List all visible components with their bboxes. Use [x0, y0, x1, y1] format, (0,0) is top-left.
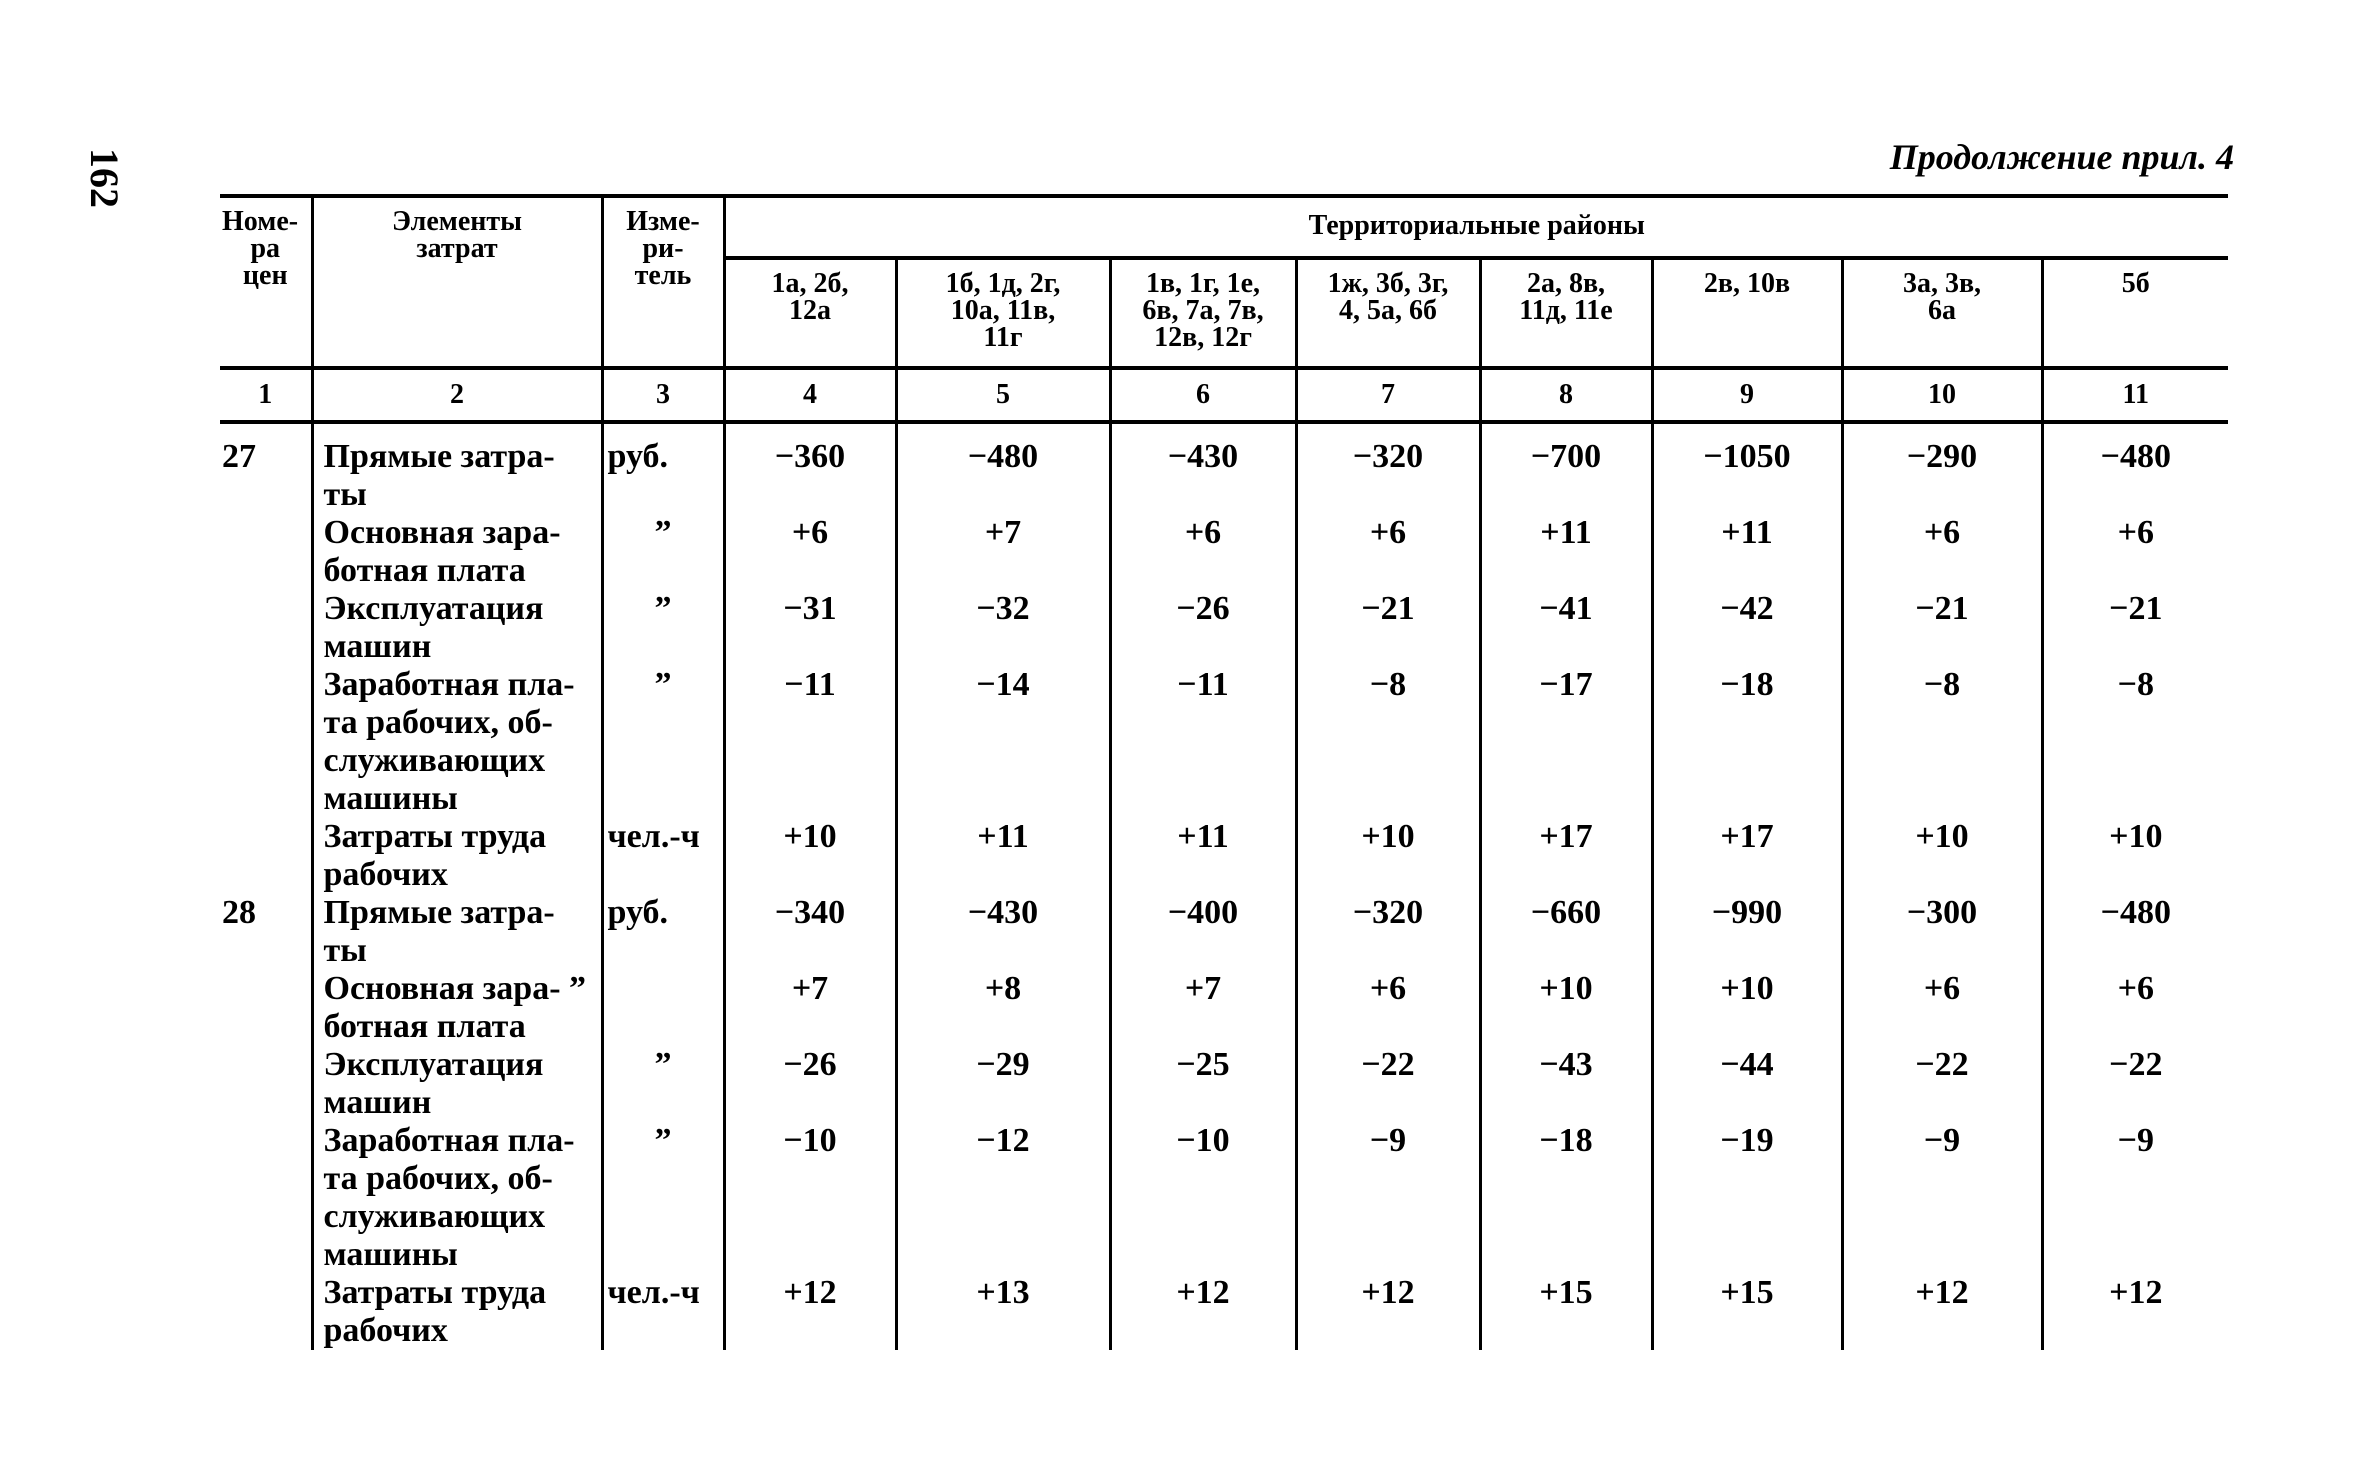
region-value-3: −25: [1110, 1046, 1296, 1122]
cost-element: Основная зара- ” ботная плата: [312, 970, 602, 1046]
table-row: [220, 894, 2228, 970]
table-row: [220, 1274, 2228, 1350]
region-value-4: −9: [1296, 1122, 1480, 1274]
region-value-2: −430: [896, 894, 1110, 970]
region-value-5: −660: [1480, 894, 1652, 970]
region-value-1: −340: [724, 894, 896, 970]
region-value-3: −430: [1110, 422, 1296, 514]
region-value-8: −480: [2042, 422, 2228, 514]
price-number: 27: [222, 438, 256, 475]
header-region-2: 1б, 1д, 2г, 10а, 11в, 11г: [896, 258, 1110, 368]
region-value-3: +6: [1110, 514, 1296, 590]
price-number: [220, 514, 312, 590]
cost-element: Эксплуатация машин: [312, 1046, 602, 1122]
header-region-3: 1в, 1г, 1е, 6в, 7а, 7в, 12в, 12г: [1110, 258, 1296, 368]
column-number-3: 3: [602, 368, 724, 422]
header-region-1: 1а, 2б, 12а: [724, 258, 896, 368]
unit: руб.: [602, 422, 724, 514]
region-value-8: −480: [2042, 894, 2228, 970]
region-value-2: +11: [896, 818, 1110, 894]
price-number: [220, 590, 312, 666]
region-value-3: +7: [1110, 970, 1296, 1046]
region-value-8: +6: [2042, 970, 2228, 1046]
region-value-8: −8: [2042, 666, 2228, 818]
table-row: [220, 970, 2228, 1046]
region-value-2: +13: [896, 1274, 1110, 1350]
region-value-2: −29: [896, 1046, 1110, 1122]
region-value-3: −400: [1110, 894, 1296, 970]
header-region-6: 2в, 10в: [1652, 258, 1842, 368]
table-row: [220, 590, 2228, 666]
region-value-6: −1050: [1652, 422, 1842, 514]
header-cost-elements: Элементы затрат: [312, 196, 602, 368]
unit: ”: [602, 514, 724, 590]
column-number-6: 6: [1110, 368, 1296, 422]
cost-element: Затраты труда рабочих: [312, 1274, 602, 1350]
region-value-6: +17: [1652, 818, 1842, 894]
cost-element: Прямые затра- ты: [312, 894, 602, 970]
column-number-8: 8: [1480, 368, 1652, 422]
header-region-5: 2а, 8в, 11д, 11е: [1480, 258, 1652, 368]
region-value-4: −21: [1296, 590, 1480, 666]
region-value-6: −42: [1652, 590, 1842, 666]
region-value-8: +6: [2042, 514, 2228, 590]
table-row: [220, 1122, 2228, 1274]
region-value-2: −12: [896, 1122, 1110, 1274]
region-value-7: −22: [1842, 1046, 2042, 1122]
region-value-2: −14: [896, 666, 1110, 818]
region-value-5: +10: [1480, 970, 1652, 1046]
unit: ”: [602, 666, 724, 818]
price-number: 28: [222, 894, 256, 931]
price-number: [220, 1122, 312, 1274]
price-number: [220, 1046, 312, 1122]
unit: ”: [602, 590, 724, 666]
region-value-6: +15: [1652, 1274, 1842, 1350]
region-value-6: −18: [1652, 666, 1842, 818]
region-value-3: +11: [1110, 818, 1296, 894]
header-territorial-regions: Территориальные районы: [724, 196, 2228, 258]
header-price-number: Номе- ра цен: [220, 196, 312, 368]
region-value-4: +6: [1296, 514, 1480, 590]
column-number-9: 9: [1652, 368, 1842, 422]
unit: чел.-ч: [602, 1274, 724, 1350]
header-region-4: 1ж, 3б, 3г, 4, 5а, 6б: [1296, 258, 1480, 368]
region-value-6: −19: [1652, 1122, 1842, 1274]
column-number-10: 10: [1842, 368, 2042, 422]
region-value-8: −21: [2042, 590, 2228, 666]
region-value-3: −26: [1110, 590, 1296, 666]
header-region-7: 3а, 3в, 6а: [1842, 258, 2042, 368]
cost-element: Затраты труда рабочих: [312, 818, 602, 894]
region-value-5: −17: [1480, 666, 1652, 818]
region-value-5: +11: [1480, 514, 1652, 590]
region-value-1: +7: [724, 970, 896, 1046]
unit: ”: [602, 1046, 724, 1122]
region-value-1: +10: [724, 818, 896, 894]
region-value-5: +15: [1480, 1274, 1652, 1350]
region-value-5: −43: [1480, 1046, 1652, 1122]
price-number: [220, 666, 312, 818]
price-number: [220, 818, 312, 894]
region-value-7: +6: [1842, 514, 2042, 590]
region-value-5: −18: [1480, 1122, 1652, 1274]
region-value-3: −10: [1110, 1122, 1296, 1274]
region-value-8: −22: [2042, 1046, 2228, 1122]
region-value-3: −11: [1110, 666, 1296, 818]
region-value-6: −990: [1652, 894, 1842, 970]
region-value-2: +7: [896, 514, 1110, 590]
cost-element: Основная зара- ботная плата: [312, 514, 602, 590]
region-value-7: −300: [1842, 894, 2042, 970]
column-number-7: 7: [1296, 368, 1480, 422]
region-value-2: −32: [896, 590, 1110, 666]
region-value-7: +6: [1842, 970, 2042, 1046]
region-value-1: −26: [724, 1046, 896, 1122]
page-number: 162: [82, 148, 127, 208]
column-number-5: 5: [896, 368, 1110, 422]
cost-table: [220, 194, 2228, 1350]
region-value-4: +10: [1296, 818, 1480, 894]
table-row: [220, 422, 2228, 514]
header-region-8: 5б: [2042, 258, 2228, 368]
region-value-6: +11: [1652, 514, 1842, 590]
region-value-5: +17: [1480, 818, 1652, 894]
cost-element: Заработная пла- та рабочих, об- служивающих машины: [312, 1122, 602, 1274]
region-value-6: +10: [1652, 970, 1842, 1046]
column-number-2: 2: [312, 368, 602, 422]
region-value-1: −10: [724, 1122, 896, 1274]
region-value-4: −320: [1296, 894, 1480, 970]
unit: чел.-ч: [602, 818, 724, 894]
cost-element: Эксплуатация машин: [312, 590, 602, 666]
table-row: [220, 818, 2228, 894]
region-value-1: −11: [724, 666, 896, 818]
region-value-2: +8: [896, 970, 1110, 1046]
region-value-8: −9: [2042, 1122, 2228, 1274]
region-value-1: +12: [724, 1274, 896, 1350]
region-value-4: −8: [1296, 666, 1480, 818]
column-number-4: 4: [724, 368, 896, 422]
column-number-1: 1: [220, 368, 312, 422]
region-value-1: −360: [724, 422, 896, 514]
region-value-4: −22: [1296, 1046, 1480, 1122]
region-value-7: +10: [1842, 818, 2042, 894]
region-value-6: −44: [1652, 1046, 1842, 1122]
unit: ”: [602, 1122, 724, 1274]
region-value-8: +12: [2042, 1274, 2228, 1350]
price-number: [220, 1274, 312, 1350]
table-row: [220, 1046, 2228, 1122]
continuation-caption: Продолжение прил. 4: [1889, 137, 2234, 177]
region-value-4: +6: [1296, 970, 1480, 1046]
table-row: [220, 514, 2228, 590]
region-value-7: −290: [1842, 422, 2042, 514]
region-value-7: −21: [1842, 590, 2042, 666]
region-value-7: +12: [1842, 1274, 2042, 1350]
header-unit: Изме- ри- тель: [602, 196, 724, 368]
column-number-11: 11: [2042, 368, 2228, 422]
cost-element: Прямые затра- ты: [312, 422, 602, 514]
unit: [602, 970, 724, 1046]
region-value-5: −700: [1480, 422, 1652, 514]
region-value-1: +6: [724, 514, 896, 590]
table-row: [220, 666, 2228, 818]
region-value-4: −320: [1296, 422, 1480, 514]
region-value-3: +12: [1110, 1274, 1296, 1350]
region-value-5: −41: [1480, 590, 1652, 666]
region-value-1: −31: [724, 590, 896, 666]
region-value-7: −9: [1842, 1122, 2042, 1274]
region-value-8: +10: [2042, 818, 2228, 894]
unit: руб.: [602, 894, 724, 970]
price-number: [220, 970, 312, 1046]
cost-element: Заработная пла- та рабочих, об- служивающих машины: [312, 666, 602, 818]
region-value-2: −480: [896, 422, 1110, 514]
region-value-4: +12: [1296, 1274, 1480, 1350]
region-value-7: −8: [1842, 666, 2042, 818]
